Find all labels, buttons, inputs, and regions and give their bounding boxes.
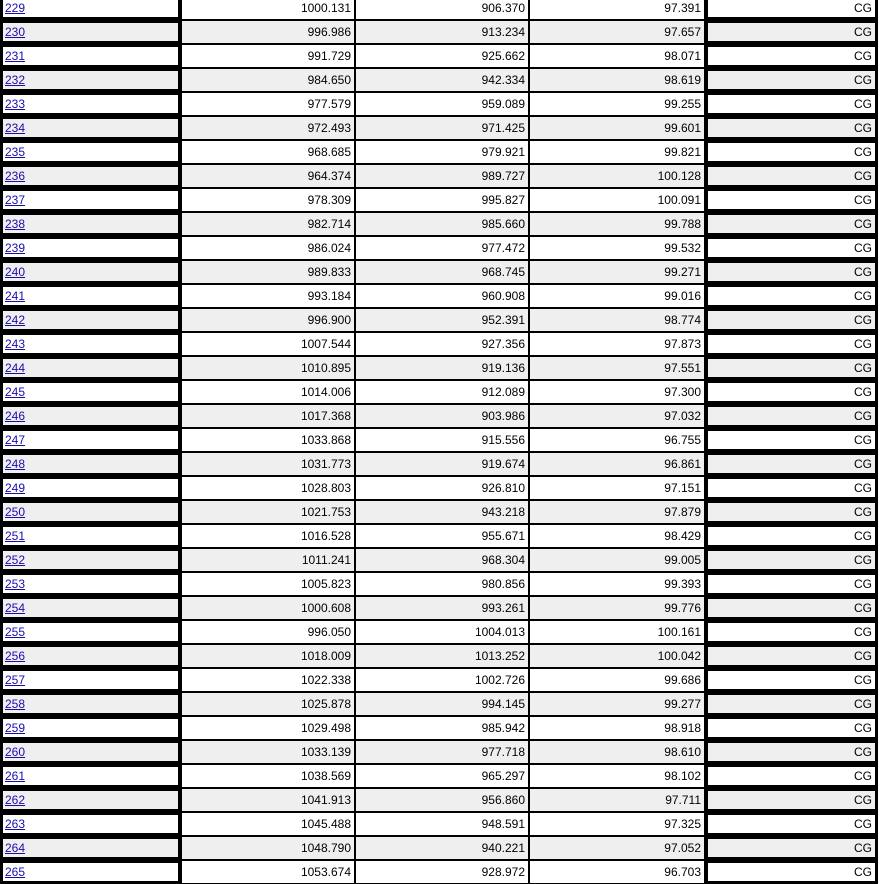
value-b-cell: 971.425	[355, 116, 529, 140]
table-row	[0, 68, 878, 92]
value-c-cell: 99.601	[529, 116, 705, 140]
table-row	[0, 596, 878, 620]
value-b-cell: 977.472	[355, 236, 529, 260]
value-c-cell: 97.657	[529, 20, 705, 44]
row-id-cell	[0, 716, 181, 740]
type-cell: CG	[705, 716, 878, 740]
row-id-cell	[0, 524, 181, 548]
table-row	[0, 476, 878, 500]
table-row	[0, 788, 878, 812]
row-id-cell	[0, 380, 181, 404]
table-row	[0, 812, 878, 836]
value-b-cell: 927.356	[355, 332, 529, 356]
value-c-cell: 97.391	[529, 0, 705, 20]
row-id-link[interactable]: 240	[5, 265, 26, 279]
row-id-link[interactable]: 258	[5, 697, 26, 711]
value-a-cell: 1014.006	[181, 380, 355, 404]
value-a-cell: 1029.498	[181, 716, 355, 740]
value-b-cell: 948.591	[355, 812, 529, 836]
row-id-link[interactable]: 230	[5, 25, 26, 39]
value-b-cell: 959.089	[355, 92, 529, 116]
table-row	[0, 572, 878, 596]
row-id-link[interactable]: 251	[5, 529, 26, 543]
type-cell: CG	[705, 500, 878, 524]
value-a-cell: 1017.368	[181, 404, 355, 428]
value-b-cell: 968.745	[355, 260, 529, 284]
table-row	[0, 212, 878, 236]
row-id-link[interactable]: 247	[5, 433, 26, 447]
table-row	[0, 44, 878, 68]
type-cell: CG	[705, 740, 878, 764]
row-id-cell	[0, 596, 181, 620]
row-id-link[interactable]: 245	[5, 385, 26, 399]
row-id-cell	[0, 44, 181, 68]
value-c-cell: 99.271	[529, 260, 705, 284]
row-id-cell	[0, 620, 181, 644]
value-a-cell: 1021.753	[181, 500, 355, 524]
value-c-cell: 98.102	[529, 764, 705, 788]
table-row	[0, 116, 878, 140]
row-id-cell	[0, 0, 181, 20]
value-c-cell: 97.711	[529, 788, 705, 812]
row-id-link[interactable]: 255	[5, 625, 26, 639]
value-c-cell: 99.788	[529, 212, 705, 236]
value-a-cell: 1053.674	[181, 860, 355, 884]
value-c-cell: 99.393	[529, 572, 705, 596]
table-row	[0, 404, 878, 428]
type-cell: CG	[705, 476, 878, 500]
value-b-cell: 956.860	[355, 788, 529, 812]
type-cell: CG	[705, 692, 878, 716]
value-a-cell: 977.579	[181, 92, 355, 116]
value-a-cell: 996.050	[181, 620, 355, 644]
row-id-link[interactable]: 235	[5, 145, 26, 159]
table-row	[0, 692, 878, 716]
value-c-cell: 97.300	[529, 380, 705, 404]
type-cell: CG	[705, 428, 878, 452]
value-b-cell: 919.136	[355, 356, 529, 380]
row-id-cell	[0, 500, 181, 524]
value-c-cell: 99.016	[529, 284, 705, 308]
value-c-cell: 96.755	[529, 428, 705, 452]
type-cell: CG	[705, 572, 878, 596]
value-b-cell: 979.921	[355, 140, 529, 164]
table-row	[0, 452, 878, 476]
row-id-cell	[0, 116, 181, 140]
table-row	[0, 308, 878, 332]
value-a-cell: 1038.569	[181, 764, 355, 788]
value-b-cell: 985.660	[355, 212, 529, 236]
row-id-cell	[0, 572, 181, 596]
value-b-cell: 995.827	[355, 188, 529, 212]
row-id-link[interactable]: 261	[5, 769, 26, 783]
row-id-cell	[0, 836, 181, 860]
value-c-cell: 98.610	[529, 740, 705, 764]
row-id-cell	[0, 860, 181, 884]
value-b-cell: 942.334	[355, 68, 529, 92]
value-b-cell: 980.856	[355, 572, 529, 596]
row-id-link[interactable]: 249	[5, 481, 26, 495]
row-id-cell	[0, 260, 181, 284]
value-b-cell: 912.089	[355, 380, 529, 404]
value-c-cell: 99.821	[529, 140, 705, 164]
row-id-link[interactable]: 238	[5, 217, 26, 231]
row-id-link[interactable]: 257	[5, 673, 26, 687]
type-cell: CG	[705, 380, 878, 404]
row-id-cell	[0, 68, 181, 92]
row-id-link[interactable]: 256	[5, 649, 26, 663]
row-id-link[interactable]: 264	[5, 841, 26, 855]
value-a-cell: 1000.131	[181, 0, 355, 20]
row-id-link[interactable]: 242	[5, 313, 26, 327]
value-c-cell: 96.861	[529, 452, 705, 476]
value-a-cell: 984.650	[181, 68, 355, 92]
table-row	[0, 860, 878, 884]
row-id-link[interactable]: 259	[5, 721, 26, 735]
value-a-cell: 1000.608	[181, 596, 355, 620]
value-a-cell: 1010.895	[181, 356, 355, 380]
row-id-link[interactable]: 234	[5, 121, 26, 135]
value-b-cell: 919.674	[355, 452, 529, 476]
row-id-link[interactable]: 262	[5, 793, 26, 807]
row-id-cell	[0, 740, 181, 764]
table-row	[0, 380, 878, 404]
value-b-cell: 926.810	[355, 476, 529, 500]
value-b-cell: 913.234	[355, 20, 529, 44]
row-id-link[interactable]: 263	[5, 817, 26, 831]
value-b-cell: 1002.726	[355, 668, 529, 692]
row-id-link[interactable]: 265	[5, 865, 26, 879]
row-id-cell	[0, 548, 181, 572]
row-id-cell	[0, 188, 181, 212]
type-cell: CG	[705, 308, 878, 332]
table-row	[0, 500, 878, 524]
row-id-link[interactable]: 241	[5, 289, 26, 303]
value-c-cell: 97.879	[529, 500, 705, 524]
value-a-cell: 972.493	[181, 116, 355, 140]
table-row	[0, 236, 878, 260]
table-row	[0, 188, 878, 212]
type-cell: CG	[705, 20, 878, 44]
table-row	[0, 260, 878, 284]
type-cell: CG	[705, 620, 878, 644]
value-b-cell: 928.972	[355, 860, 529, 884]
table-row	[0, 92, 878, 116]
value-b-cell: 1004.013	[355, 620, 529, 644]
type-cell: CG	[705, 92, 878, 116]
type-cell: CG	[705, 668, 878, 692]
value-c-cell: 99.255	[529, 92, 705, 116]
type-cell: CG	[705, 764, 878, 788]
row-id-link[interactable]: 233	[5, 97, 26, 111]
type-cell: CG	[705, 260, 878, 284]
type-cell: CG	[705, 836, 878, 860]
row-id-link[interactable]: 250	[5, 505, 26, 519]
type-cell: CG	[705, 140, 878, 164]
value-a-cell: 978.309	[181, 188, 355, 212]
row-id-link[interactable]: 236	[5, 169, 26, 183]
table-row	[0, 356, 878, 380]
value-a-cell: 1007.544	[181, 332, 355, 356]
table-row	[0, 836, 878, 860]
value-a-cell: 964.374	[181, 164, 355, 188]
row-id-cell	[0, 428, 181, 452]
row-id-link[interactable]: 254	[5, 601, 26, 615]
type-cell: CG	[705, 356, 878, 380]
value-a-cell: 996.900	[181, 308, 355, 332]
value-a-cell: 1022.338	[181, 668, 355, 692]
table-row	[0, 284, 878, 308]
row-id-link[interactable]: 229	[5, 1, 26, 15]
value-a-cell: 968.685	[181, 140, 355, 164]
value-a-cell: 1033.868	[181, 428, 355, 452]
value-b-cell: 955.671	[355, 524, 529, 548]
row-id-link[interactable]: 237	[5, 193, 26, 207]
type-cell: CG	[705, 116, 878, 140]
table-row	[0, 428, 878, 452]
value-c-cell: 99.005	[529, 548, 705, 572]
value-a-cell: 996.986	[181, 20, 355, 44]
table-row	[0, 524, 878, 548]
type-cell: CG	[705, 596, 878, 620]
type-cell: CG	[705, 524, 878, 548]
value-a-cell: 1028.803	[181, 476, 355, 500]
value-c-cell: 97.873	[529, 332, 705, 356]
type-cell: CG	[705, 44, 878, 68]
row-id-link[interactable]: 244	[5, 361, 26, 375]
value-c-cell: 98.774	[529, 308, 705, 332]
value-a-cell: 1045.488	[181, 812, 355, 836]
value-a-cell: 1041.913	[181, 788, 355, 812]
row-id-link[interactable]: 248	[5, 457, 26, 471]
value-b-cell: 915.556	[355, 428, 529, 452]
row-id-cell	[0, 92, 181, 116]
type-cell: CG	[705, 164, 878, 188]
value-a-cell: 1018.009	[181, 644, 355, 668]
type-cell: CG	[705, 236, 878, 260]
value-c-cell: 100.042	[529, 644, 705, 668]
value-c-cell: 97.032	[529, 404, 705, 428]
value-c-cell: 98.429	[529, 524, 705, 548]
value-b-cell: 994.145	[355, 692, 529, 716]
type-cell: CG	[705, 332, 878, 356]
row-id-cell	[0, 644, 181, 668]
type-cell: CG	[705, 452, 878, 476]
value-a-cell: 1011.241	[181, 548, 355, 572]
type-cell: CG	[705, 812, 878, 836]
row-id-cell	[0, 212, 181, 236]
row-id-cell	[0, 812, 181, 836]
value-c-cell: 96.703	[529, 860, 705, 884]
row-id-link[interactable]: 239	[5, 241, 26, 255]
value-b-cell: 993.261	[355, 596, 529, 620]
row-id-cell	[0, 20, 181, 44]
row-id-link[interactable]: 231	[5, 49, 26, 63]
table-row	[0, 20, 878, 44]
row-id-cell	[0, 788, 181, 812]
row-id-link[interactable]: 232	[5, 73, 26, 87]
type-cell: CG	[705, 788, 878, 812]
value-c-cell: 97.551	[529, 356, 705, 380]
value-a-cell: 989.833	[181, 260, 355, 284]
row-id-cell	[0, 452, 181, 476]
type-cell: CG	[705, 188, 878, 212]
row-id-link[interactable]: 243	[5, 337, 26, 351]
value-c-cell: 100.091	[529, 188, 705, 212]
value-b-cell: 965.297	[355, 764, 529, 788]
type-cell: CG	[705, 68, 878, 92]
value-a-cell: 1033.139	[181, 740, 355, 764]
value-b-cell: 960.908	[355, 284, 529, 308]
row-id-cell	[0, 308, 181, 332]
value-a-cell: 982.714	[181, 212, 355, 236]
value-a-cell: 1048.790	[181, 836, 355, 860]
row-id-cell	[0, 140, 181, 164]
table-row	[0, 716, 878, 740]
row-id-link[interactable]: 260	[5, 745, 26, 759]
value-b-cell: 903.986	[355, 404, 529, 428]
row-id-link[interactable]: 253	[5, 577, 26, 591]
table-row	[0, 620, 878, 644]
type-cell: CG	[705, 548, 878, 572]
value-b-cell: 968.304	[355, 548, 529, 572]
value-c-cell: 98.071	[529, 44, 705, 68]
table-row	[0, 332, 878, 356]
row-id-cell	[0, 668, 181, 692]
value-b-cell: 952.391	[355, 308, 529, 332]
table-row	[0, 764, 878, 788]
row-id-cell	[0, 476, 181, 500]
row-id-link[interactable]: 252	[5, 553, 26, 567]
value-c-cell: 99.686	[529, 668, 705, 692]
value-b-cell: 989.727	[355, 164, 529, 188]
type-cell: CG	[705, 860, 878, 884]
value-a-cell: 1031.773	[181, 452, 355, 476]
value-c-cell: 100.128	[529, 164, 705, 188]
value-c-cell: 98.918	[529, 716, 705, 740]
type-cell: CG	[705, 404, 878, 428]
row-id-cell	[0, 332, 181, 356]
type-cell: CG	[705, 284, 878, 308]
value-a-cell: 1005.823	[181, 572, 355, 596]
value-c-cell: 99.277	[529, 692, 705, 716]
value-a-cell: 1016.528	[181, 524, 355, 548]
row-id-cell	[0, 404, 181, 428]
value-c-cell: 97.325	[529, 812, 705, 836]
type-cell: CG	[705, 644, 878, 668]
value-b-cell: 943.218	[355, 500, 529, 524]
table-row	[0, 740, 878, 764]
value-c-cell: 100.161	[529, 620, 705, 644]
table-row	[0, 164, 878, 188]
value-c-cell: 97.052	[529, 836, 705, 860]
row-id-cell	[0, 356, 181, 380]
value-c-cell: 98.619	[529, 68, 705, 92]
value-b-cell: 1013.252	[355, 644, 529, 668]
type-cell: CG	[705, 0, 878, 20]
value-b-cell: 977.718	[355, 740, 529, 764]
table-row	[0, 0, 878, 20]
value-a-cell: 993.184	[181, 284, 355, 308]
value-b-cell: 906.370	[355, 0, 529, 20]
row-id-cell	[0, 164, 181, 188]
row-id-link[interactable]: 246	[5, 409, 26, 423]
row-id-cell	[0, 236, 181, 260]
value-a-cell: 1025.878	[181, 692, 355, 716]
row-id-cell	[0, 284, 181, 308]
table-row	[0, 548, 878, 572]
table-row	[0, 644, 878, 668]
value-b-cell: 925.662	[355, 44, 529, 68]
row-id-cell	[0, 692, 181, 716]
type-cell: CG	[705, 212, 878, 236]
value-a-cell: 991.729	[181, 44, 355, 68]
row-id-cell	[0, 764, 181, 788]
table-row	[0, 668, 878, 692]
value-b-cell: 940.221	[355, 836, 529, 860]
value-c-cell: 99.532	[529, 236, 705, 260]
value-a-cell: 986.024	[181, 236, 355, 260]
value-c-cell: 99.776	[529, 596, 705, 620]
value-c-cell: 97.151	[529, 476, 705, 500]
table-row	[0, 140, 878, 164]
value-b-cell: 985.942	[355, 716, 529, 740]
